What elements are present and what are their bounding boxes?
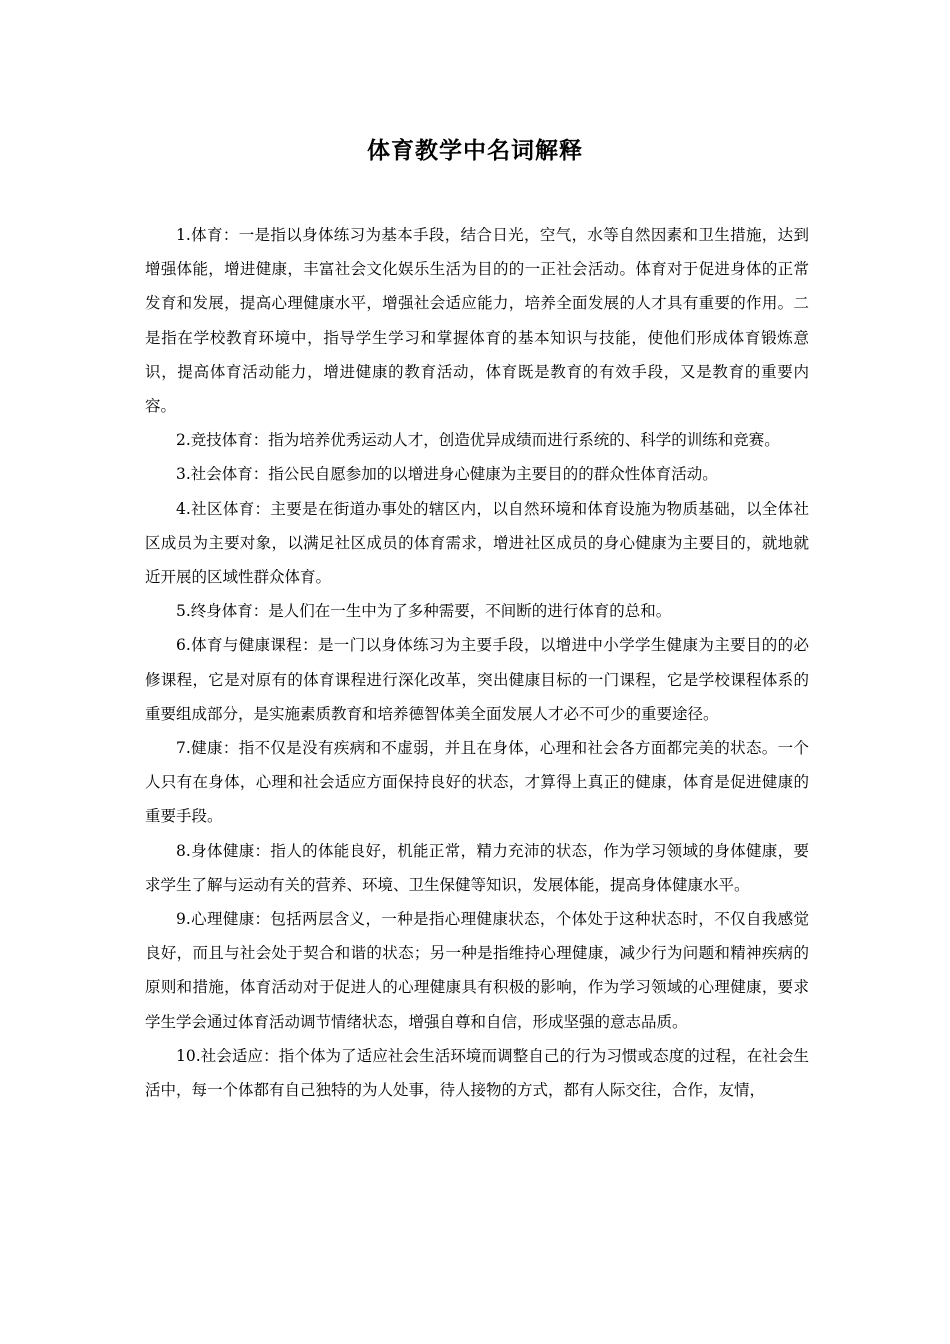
document-body: [145, 218, 809, 1107]
paragraph-physical-education: 1.体育：一是指以身体练习为基本手段，结合日光，空气，水等自然因素和卫生措施，达到增强体能，增进健康，丰富社会文化娱乐生活为目的的一正社会活动。体育对于促进身体的正常发育和发展，提高心理健康水平，增强社会适应能力，培养全面发展的人才具有重要的作用。二是指在学校教育环境中，指导学生学习和掌握体育的基本知识与技能，使他们形成体育锻炼意识，提高体育活动能力，增进健康的教育活动，体育既是教育的有效手段，又是教育的重要内容。: [145, 226, 809, 416]
paragraph-social-adaptation: 10.社会适应：指个体为了适应社会生活环境而调整自己的行为习惯或态度的过程，在社会生活中，每一个体都有自己独特的为人处事，待人接物的方式，都有人际交往，合作，友情，: [145, 1046, 809, 1100]
paragraph-social-sports: 3.社会体育：指公民自愿参加的以增进身心健康为主要目的的群众性体育活动。: [176, 465, 718, 484]
paragraph-physical-health: 8.身体健康：指人的体能良好，机能正常，精力充沛的状态，作为学习领域的身体健康，要求学生了解与运动有关的营养、环境、卫生保健等知识，发展体能，提高身体健康水平。: [145, 841, 809, 894]
paragraph-lifelong-sports: 5.终身体育：是人们在一生中为了多种需要，不间断的进行体育的总和。: [176, 602, 672, 621]
paragraph-mental-health: 9.心理健康：包括两层含义，一种是指心理健康状态，个体处于这种状态时，不仅自我感觉良好，而且与社会处于契合和谐的状态；另一种是指维持心理健康，减少行为问题和精神疾病的原则和措施，体育活动对于促进人的心理健康具有积极的影响，作为学习领域的心理健康，要求学生学会通过体育活动调节情绪状态，增强自尊和自信，形成坚强的意志品质。: [145, 910, 809, 1031]
paragraph-competitive-sports: 2.竞技体育：指为培养优秀运动人才，创造优异成绩而进行系统的、科学的训练和竞赛。: [176, 431, 780, 450]
paragraph-health: 7.健康：指不仅是没有疾病和不虚弱，并且在身体，心理和社会各方面都完美的状态。一个人只有在身体，心理和社会适应方面保持良好的状态，才算得上真正的健康，体育是促进健康的重要手段。: [145, 739, 809, 826]
paragraph-pe-health-course: 6.体育与健康课程：是一门以身体练习为主要手段，以增进中小学学生健康为主要目的的必修课程，它是对原有的体育课程进行深化改革，突出健康目标的一门课程，它是学校课程体系的重要组成部分，是实施素质教育和培养德智体美全面发展人才必不可少的重要途径。: [145, 636, 809, 723]
page-title: 体育教学中名词解释: [367, 137, 583, 164]
paragraph-community-sports: 4.社区体育：主要是在街道办事处的辖区内，以自然环境和体育设施为物质基础，以全体社区成员为主要对象，以满足社区成员的体育需求，增进社区成员的身心健康为主要目的，就地就近开展的区域性群众体育。: [145, 499, 809, 587]
